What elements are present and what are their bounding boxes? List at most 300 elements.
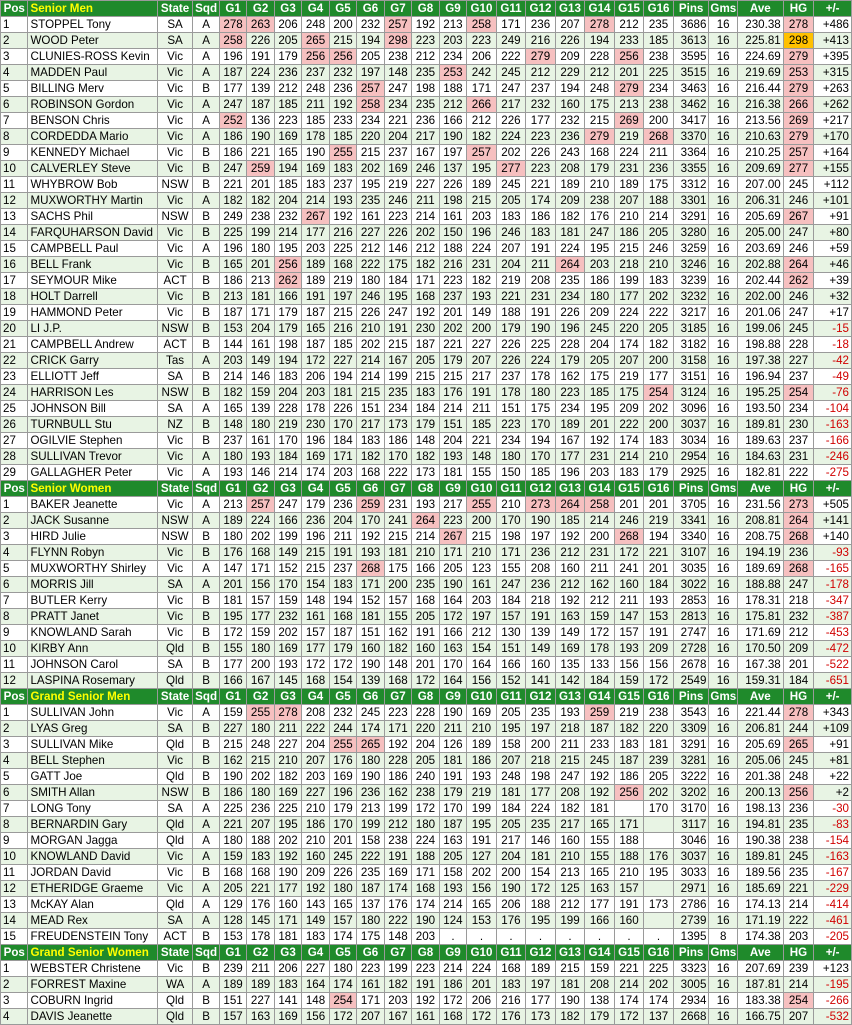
games-cell: 16: [709, 513, 738, 529]
game-score-cell: 222: [302, 721, 329, 737]
game-score-cell: 255: [329, 737, 356, 753]
section-header-row: [1, 1, 852, 17]
game-score-cell: 191: [247, 49, 274, 65]
game-score-cell: 184: [496, 801, 526, 817]
game-score-cell: 195: [274, 817, 301, 833]
game-score-cell: 228: [555, 337, 585, 353]
game-score-cell: 179: [274, 49, 301, 65]
game-score-cell: 138: [585, 993, 615, 1009]
game-score-cell: .: [555, 929, 585, 945]
plus-minus-cell: -275: [814, 465, 852, 481]
games-cell: 16: [709, 561, 738, 577]
game-score-cell: 195: [496, 721, 526, 737]
high-game-cell: 247: [783, 225, 814, 241]
game-score-cell: 232: [274, 209, 301, 225]
plus-minus-cell: +80: [814, 225, 852, 241]
high-game-cell: 265: [783, 737, 814, 753]
game-score-cell: 214: [357, 369, 384, 385]
table-row: [1, 737, 852, 753]
game-score-cell: 223: [412, 33, 439, 49]
game-score-cell: 223: [439, 273, 466, 289]
game-score-cell: 214: [614, 449, 644, 465]
state-cell: SA: [157, 401, 193, 417]
game-score-cell: 197: [526, 977, 556, 993]
game-score-cell: 195: [644, 865, 674, 881]
game-score-cell: 199: [467, 801, 497, 817]
plus-minus-cell: -42: [814, 353, 852, 369]
game-score-cell: 231: [526, 289, 556, 305]
game-score-cell: 234: [496, 433, 526, 449]
table-row: [1, 577, 852, 593]
game-score-cell: 211: [467, 401, 497, 417]
game-score-cell: 227: [467, 337, 497, 353]
average-cell: 208.81: [737, 513, 783, 529]
squad-cell: A: [193, 33, 219, 49]
game-score-cell: 237: [219, 433, 246, 449]
game-score-cell: 157: [302, 625, 329, 641]
pins-cell: 3046: [673, 833, 709, 849]
state-cell: Vic: [157, 433, 193, 449]
games-cell: 16: [709, 977, 738, 993]
game-score-cell: 183: [302, 929, 329, 945]
plus-minus-cell: -104: [814, 401, 852, 417]
games-cell: 16: [709, 289, 738, 305]
section-header-row: [1, 481, 852, 497]
table-row: [1, 721, 852, 737]
game-score-cell: 210: [496, 497, 526, 513]
game-score-cell: 225: [526, 337, 556, 353]
game-score-cell: 172: [439, 609, 466, 625]
game-score-cell: 237: [329, 177, 356, 193]
high-game-cell: 222: [783, 913, 814, 929]
average-cell: 210.63: [737, 129, 783, 145]
state-cell: SA: [157, 17, 193, 33]
game-score-cell: 151: [219, 993, 246, 1009]
game-score-cell: 181: [357, 609, 384, 625]
squad-cell: A: [193, 401, 219, 417]
position-cell: 3: [1, 529, 28, 545]
plus-minus-cell: -266: [814, 993, 852, 1009]
game-score-cell: 170: [357, 513, 384, 529]
player-name-cell: HIRD Julie: [28, 529, 157, 545]
game-score-cell: 176: [644, 849, 674, 865]
position-cell: 4: [1, 545, 28, 561]
game-score-cell: 151: [496, 401, 526, 417]
state-cell: NSW: [157, 529, 193, 545]
game-score-cell: 204: [329, 513, 356, 529]
game-score-cell: 160: [526, 657, 556, 673]
player-name-cell: FARQUHARSON David: [28, 225, 157, 241]
games-cell: 16: [709, 609, 738, 625]
game-score-cell: 176: [247, 897, 274, 913]
game-score-cell: 149: [555, 625, 585, 641]
game-score-cell: 163: [247, 1009, 274, 1025]
game-score-cell: 188: [412, 849, 439, 865]
game-score-cell: 146: [384, 241, 411, 257]
game-score-cell: 172: [526, 881, 556, 897]
pins-cell: 3107: [673, 545, 709, 561]
average-cell: 225.81: [737, 33, 783, 49]
game-score-cell: 213: [555, 865, 585, 881]
average-cell: 205.06: [737, 753, 783, 769]
high-game-cell: 278: [783, 705, 814, 721]
game-score-cell: 189: [219, 513, 246, 529]
table-row: [1, 145, 852, 161]
plus-minus-cell: -49: [814, 369, 852, 385]
average-cell: 206.81: [737, 721, 783, 737]
game-score-cell: 191: [644, 625, 674, 641]
game-score-cell: 202: [439, 321, 466, 337]
position-cell: 16: [1, 257, 28, 273]
squad-cell: A: [193, 913, 219, 929]
game-score-cell: 181: [384, 545, 411, 561]
squad-cell: B: [193, 625, 219, 641]
table-row: [1, 401, 852, 417]
game-score-cell: 201: [644, 561, 674, 577]
game-score-cell: 214: [219, 369, 246, 385]
pins-cell: 3222: [673, 769, 709, 785]
game-score-cell: 243: [555, 145, 585, 161]
table-row: [1, 881, 852, 897]
game-score-cell: 201: [247, 257, 274, 273]
position-cell: 7: [1, 593, 28, 609]
game-score-cell: 180: [247, 417, 274, 433]
high-game-cell: 279: [783, 49, 814, 65]
game-score-cell: 171: [439, 545, 466, 561]
game-score-cell: 171: [274, 913, 301, 929]
plus-minus-cell: +123: [814, 961, 852, 977]
game-score-cell: 210: [614, 865, 644, 881]
column-header: G8: [412, 481, 439, 497]
game-score-cell: 148: [384, 65, 411, 81]
game-score-cell: 173: [384, 417, 411, 433]
game-score-cell: 205: [644, 225, 674, 241]
game-score-cell: 215: [384, 529, 411, 545]
game-score-cell: 233: [585, 737, 615, 753]
game-score-cell: 268: [614, 529, 644, 545]
column-header: G1: [219, 1, 246, 17]
position-cell: 14: [1, 225, 28, 241]
plus-minus-cell: +486: [814, 17, 852, 33]
game-score-cell: 248: [302, 81, 329, 97]
game-score-cell: 211: [526, 257, 556, 273]
game-score-cell: 182: [384, 641, 411, 657]
game-score-cell: 180: [357, 913, 384, 929]
game-score-cell: 207: [467, 353, 497, 369]
plus-minus-cell: -453: [814, 625, 852, 641]
game-score-cell: 264: [555, 497, 585, 513]
table-row: [1, 529, 852, 545]
game-score-cell: 212: [526, 65, 556, 81]
game-score-cell: 211: [329, 529, 356, 545]
game-score-cell: 212: [274, 81, 301, 97]
plus-minus-cell: -532: [814, 1009, 852, 1025]
state-cell: Vic: [157, 465, 193, 481]
game-score-cell: 188: [439, 241, 466, 257]
high-game-cell: 201: [783, 657, 814, 673]
player-name-cell: HARRISON Les: [28, 385, 157, 401]
game-score-cell: 249: [496, 33, 526, 49]
squad-cell: B: [193, 753, 219, 769]
game-score-cell: 234: [555, 289, 585, 305]
game-score-cell: 226: [247, 33, 274, 49]
game-score-cell: 186: [585, 273, 615, 289]
game-score-cell: 200: [526, 737, 556, 753]
high-game-cell: 246: [783, 241, 814, 257]
game-score-cell: 187: [439, 817, 466, 833]
position-cell: 12: [1, 673, 28, 689]
game-score-cell: 231: [467, 257, 497, 273]
game-score-cell: 238: [644, 97, 674, 113]
game-score-cell: 273: [526, 497, 556, 513]
average-cell: 178.31: [737, 593, 783, 609]
game-score-cell: 127: [467, 849, 497, 865]
game-score-cell: 252: [219, 113, 246, 129]
game-score-cell: 199: [384, 369, 411, 385]
high-game-cell: 235: [783, 865, 814, 881]
column-header: State: [157, 1, 193, 17]
game-score-cell: 224: [467, 241, 497, 257]
high-game-cell: 207: [783, 1009, 814, 1025]
game-score-cell: 221: [614, 961, 644, 977]
game-score-cell: 139: [357, 673, 384, 689]
games-cell: 16: [709, 849, 738, 865]
game-score-cell: 194: [274, 161, 301, 177]
game-score-cell: 234: [555, 401, 585, 417]
game-score-cell: 167: [384, 353, 411, 369]
game-score-cell: 256: [274, 257, 301, 273]
average-cell: 194.81: [737, 817, 783, 833]
high-game-cell: 245: [783, 753, 814, 769]
column-header: Sqd: [193, 945, 219, 961]
game-score-cell: 162: [555, 369, 585, 385]
game-score-cell: 215: [247, 753, 274, 769]
game-score-cell: 192: [357, 529, 384, 545]
position-cell: 12: [1, 193, 28, 209]
high-game-cell: 246: [783, 289, 814, 305]
games-cell: 16: [709, 145, 738, 161]
column-header: G4: [302, 689, 329, 705]
game-score-cell: 201: [614, 497, 644, 513]
game-score-cell: 227: [329, 353, 356, 369]
position-cell: 14: [1, 913, 28, 929]
game-score-cell: 232: [357, 17, 384, 33]
plus-minus-cell: +413: [814, 33, 852, 49]
game-score-cell: 204: [496, 849, 526, 865]
game-score-cell: 259: [247, 161, 274, 177]
game-score-cell: 170: [496, 513, 526, 529]
state-cell: SA: [157, 801, 193, 817]
game-score-cell: 219: [496, 273, 526, 289]
game-score-cell: 174: [329, 977, 356, 993]
column-header: G15: [614, 481, 644, 497]
squad-cell: B: [193, 225, 219, 241]
game-score-cell: 203: [329, 465, 356, 481]
game-score-cell: 173: [526, 1009, 556, 1025]
game-score-cell: 196: [219, 49, 246, 65]
game-score-cell: 193: [614, 641, 644, 657]
game-score-cell: 224: [247, 513, 274, 529]
section-header-row: [1, 689, 852, 705]
high-game-cell: 245: [783, 177, 814, 193]
game-score-cell: 182: [412, 257, 439, 273]
game-score-cell: 232: [274, 609, 301, 625]
game-score-cell: 264: [555, 257, 585, 273]
state-cell: Vic: [157, 305, 193, 321]
game-score-cell: 177: [274, 881, 301, 897]
squad-cell: B: [193, 257, 219, 273]
high-game-cell: 279: [783, 81, 814, 97]
squad-cell: B: [193, 545, 219, 561]
column-header: Pos: [1, 945, 28, 961]
game-score-cell: 188: [644, 193, 674, 209]
game-score-cell: 222: [357, 257, 384, 273]
game-score-cell: 202: [644, 289, 674, 305]
high-game-cell: 262: [783, 273, 814, 289]
pins-cell: 3595: [673, 49, 709, 65]
state-cell: Vic: [157, 241, 193, 257]
plus-minus-cell: -461: [814, 913, 852, 929]
table-row: [1, 273, 852, 289]
high-game-cell: 257: [783, 145, 814, 161]
position-cell: 23: [1, 369, 28, 385]
game-score-cell: 223: [555, 385, 585, 401]
game-score-cell: 213: [219, 497, 246, 513]
game-score-cell: 223: [526, 161, 556, 177]
game-score-cell: 277: [496, 161, 526, 177]
game-score-cell: 205: [496, 705, 526, 721]
game-score-cell: 215: [585, 113, 615, 129]
game-score-cell: 153: [219, 929, 246, 945]
games-cell: 16: [709, 33, 738, 49]
position-cell: 24: [1, 385, 28, 401]
squad-cell: B: [193, 321, 219, 337]
state-cell: Vic: [157, 545, 193, 561]
game-score-cell: 169: [384, 161, 411, 177]
player-name-cell: MEAD Rex: [28, 913, 157, 929]
table-row: [1, 113, 852, 129]
game-score-cell: 155: [467, 465, 497, 481]
game-score-cell: 180: [412, 817, 439, 833]
state-cell: Qld: [157, 897, 193, 913]
game-score-cell: 148: [302, 593, 329, 609]
column-header: G5: [329, 481, 356, 497]
game-score-cell: 230: [302, 417, 329, 433]
game-score-cell: 169: [329, 769, 356, 785]
game-score-cell: 158: [439, 865, 466, 881]
game-score-cell: 247: [219, 97, 246, 113]
squad-cell: A: [193, 513, 219, 529]
game-score-cell: 170: [384, 449, 411, 465]
game-score-cell: 172: [614, 545, 644, 561]
game-score-cell: 187: [219, 65, 246, 81]
game-score-cell: 240: [412, 769, 439, 785]
game-score-cell: 207: [247, 817, 274, 833]
game-score-cell: 195: [467, 161, 497, 177]
game-score-cell: 183: [274, 977, 301, 993]
position-cell: 11: [1, 177, 28, 193]
game-score-cell: 196: [555, 465, 585, 481]
game-score-cell: 175: [585, 97, 615, 113]
high-game-cell: 237: [783, 369, 814, 385]
game-score-cell: 168: [412, 881, 439, 897]
player-name-cell: DAVIS Jeanette: [28, 1009, 157, 1025]
high-game-cell: 277: [783, 161, 814, 177]
game-score-cell: 224: [247, 65, 274, 81]
game-score-cell: 136: [247, 113, 274, 129]
game-score-cell: 189: [302, 257, 329, 273]
high-game-cell: 234: [783, 401, 814, 417]
position-cell: 6: [1, 577, 28, 593]
position-cell: 5: [1, 769, 28, 785]
squad-cell: A: [193, 129, 219, 145]
column-header: G15: [614, 1, 644, 17]
game-score-cell: 191: [329, 545, 356, 561]
game-score-cell: 227: [357, 225, 384, 241]
average-cell: 200.13: [737, 785, 783, 801]
player-name-cell: LONG Tony: [28, 801, 157, 817]
game-score-cell: 195: [526, 913, 556, 929]
high-game-cell: 218: [783, 593, 814, 609]
game-score-cell: 202: [644, 977, 674, 993]
game-score-cell: 184: [274, 449, 301, 465]
plus-minus-cell: +46: [814, 257, 852, 273]
game-score-cell: 153: [219, 321, 246, 337]
column-header: G7: [384, 945, 411, 961]
game-score-cell: 210: [644, 449, 674, 465]
plus-minus-cell: -178: [814, 577, 852, 593]
position-cell: 11: [1, 865, 28, 881]
game-score-cell: 161: [412, 1009, 439, 1025]
game-score-cell: 191: [526, 241, 556, 257]
position-cell: 21: [1, 337, 28, 353]
game-score-cell: 202: [412, 225, 439, 241]
game-score-cell: 196: [467, 225, 497, 241]
game-score-cell: 188: [247, 833, 274, 849]
game-score-cell: 195: [219, 609, 246, 625]
game-score-cell: 186: [219, 129, 246, 145]
game-score-cell: 205: [412, 609, 439, 625]
state-cell: Vic: [157, 145, 193, 161]
game-score-cell: 180: [247, 721, 274, 737]
game-score-cell: 147: [614, 609, 644, 625]
game-score-cell: 203: [585, 257, 615, 273]
squad-cell: A: [193, 817, 219, 833]
column-header: G13: [555, 481, 585, 497]
games-cell: 16: [709, 385, 738, 401]
squad-cell: A: [193, 497, 219, 513]
game-score-cell: 213: [439, 17, 466, 33]
game-score-cell: 160: [614, 577, 644, 593]
game-score-cell: 149: [526, 641, 556, 657]
games-cell: 16: [709, 497, 738, 513]
game-score-cell: 214: [274, 465, 301, 481]
game-score-cell: 215: [467, 529, 497, 545]
game-score-cell: 195: [467, 817, 497, 833]
game-score-cell: 179: [555, 353, 585, 369]
game-score-cell: 176: [496, 913, 526, 929]
game-score-cell: 201: [614, 65, 644, 81]
game-score-cell: 177: [614, 289, 644, 305]
game-score-cell: 254: [644, 385, 674, 401]
game-score-cell: 180: [247, 641, 274, 657]
game-score-cell: 170: [526, 417, 556, 433]
pins-cell: 2678: [673, 657, 709, 673]
column-header: Ave: [737, 1, 783, 17]
game-score-cell: 191: [412, 977, 439, 993]
game-score-cell: 170: [439, 801, 466, 817]
game-score-cell: 241: [614, 561, 644, 577]
